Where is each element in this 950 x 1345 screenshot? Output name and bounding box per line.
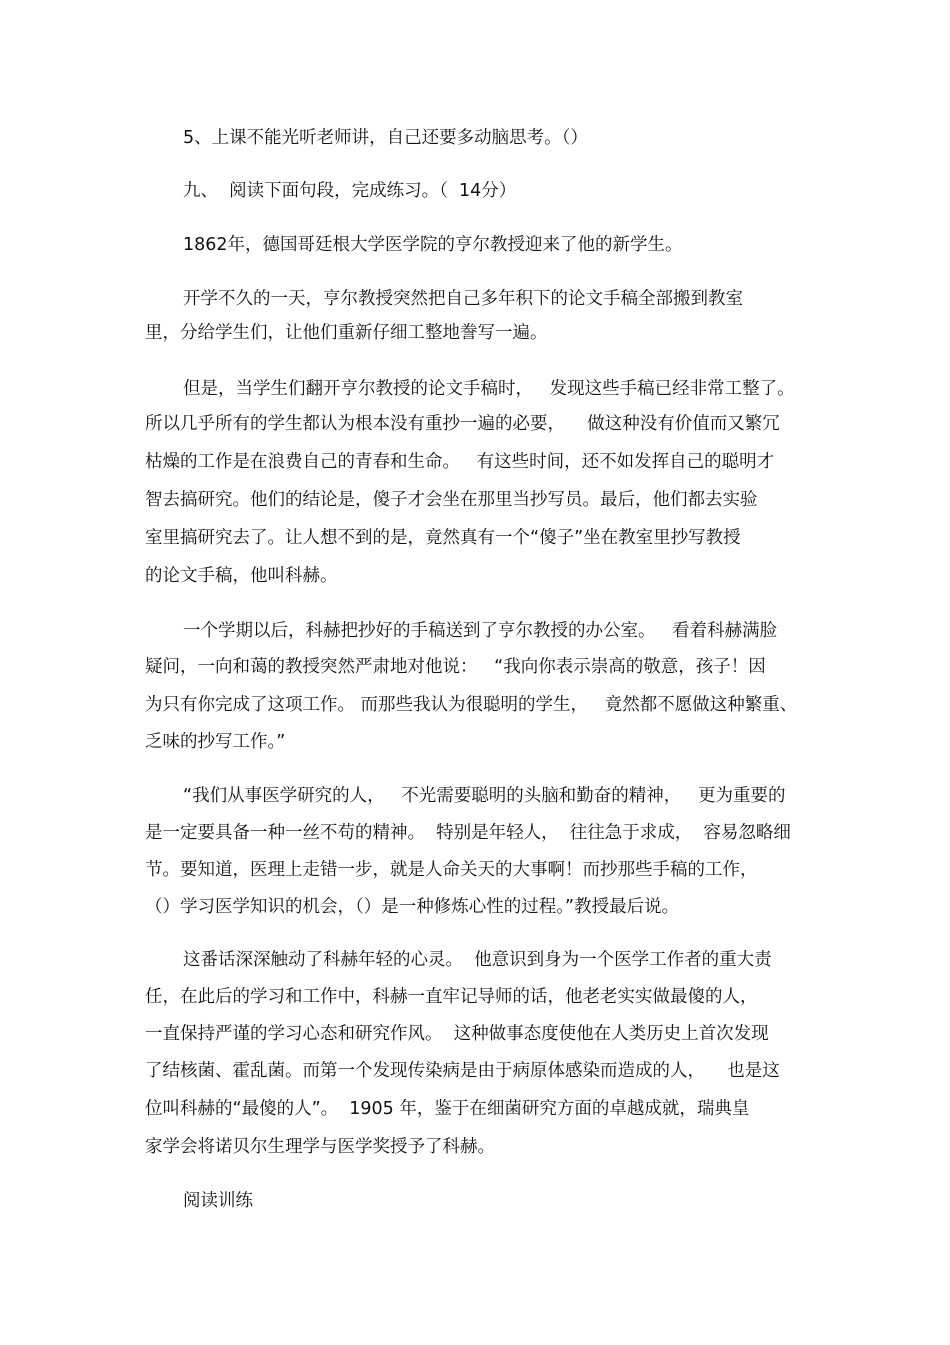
reading-training-heading: 阅读训练 [183,1191,253,1211]
paragraph-6-line: 位叫科赫的“最傻的人”。 1905 年，鉴于在细菌研究方面的卓越成就，瑞典皇 [145,1099,750,1119]
paragraph-4-line: 一个学期以后，科赫把抄好的手稿送到了亨尔教授的办公室。 看着科赫满脸 [183,621,778,641]
paragraph-5-line: （）学习医学知识的机会，（）是一种修炼心性的过程。”教授最后说。 [145,897,680,917]
paragraph-5-line: 节。要知道，医理上走错一步，就是人命关天的大事啊！而抄那些手稿的工作， [145,860,758,880]
paragraph-3-line: 智去搞研究。他们的结论是，傻子才会坐在那里当抄写员。最后，他们都去实验 [145,490,758,510]
section-9-heading: 九、 阅读下面句段，完成练习。（ 14分） [183,181,517,201]
paragraph-4-line: 疑问，一向和蔼的教授突然严肃地对他说： “我向你表示崇高的敬意，孩子！因 [145,657,766,677]
paragraph-5-line: “我们从事医学研究的人， 不光需要聪明的头脑和勤奋的精神， 更为重要的 [183,786,786,806]
paragraph-6-line: 了结核菌、霍乱菌。而第一个发现传染病是由于病原体感染而造成的人， 也是这 [145,1061,780,1081]
question-5-line: 5、上课不能光听老师讲，自己还要多动脑思考。（） [183,128,588,148]
paragraph-3-line: 但是，当学生们翻开亨尔教授的论文手稿时， 发现这些手稿已经非常工整了。 [183,379,795,399]
paragraph-5-line: 是一定要具备一种一丝不苟的精神。 特别是年轻人， 往往急于求成， 容易忽略细 [145,823,791,843]
paragraph-6-line: 家学会将诺贝尔生理学与医学奖授予了科赫。 [145,1137,495,1157]
paragraph-1-line: 1862年，德国哥廷根大学医学院的亨尔教授迎来了他的新学生。 [183,235,683,255]
paragraph-2-line: 里，分给学生们，让他们重新仔细工整地誊写一遍。 [145,323,548,343]
paragraph-3-line: 的论文手稿，他叫科赫。 [145,566,338,586]
paragraph-4-line: 乏味的抄写工作。” [145,732,286,752]
paragraph-6-line: 这番话深深触动了科赫年轻的心灵。 他意识到身为一个医学工作者的重大责 [183,950,772,970]
paragraph-6-line: 任，在此后的学习和工作中，科赫一直牢记导师的话，他老老实实做最傻的人， [145,987,758,1007]
paragraph-2-line: 开学不久的一天，亨尔教授突然把自己多年积下的论文手稿全部搬到教室 [183,289,743,309]
paragraph-3-line: 室里搞研究去了。让人想不到的是，竟然真有一个“傻子”坐在教室里抄写教授 [145,528,741,548]
paragraph-3-line: 枯燥的工作是在浪费自己的青春和生命。 有这些时间，还不如发挥自己的聪明才 [145,452,775,472]
paragraph-3-line: 所以几乎所有的学生都认为根本没有重抄一遍的必要， 做这种没有价值而又繁冗 [145,414,780,434]
paragraph-6-line: 一直保持严谨的学习心态和研究作风。 这种做事态度使他在人类历史上首次发现 [145,1024,769,1044]
paragraph-4-line: 为只有你完成了这项工作。 而那些我认为很聪明的学生， 竟然都不愿做这种繁重、 [145,695,798,715]
